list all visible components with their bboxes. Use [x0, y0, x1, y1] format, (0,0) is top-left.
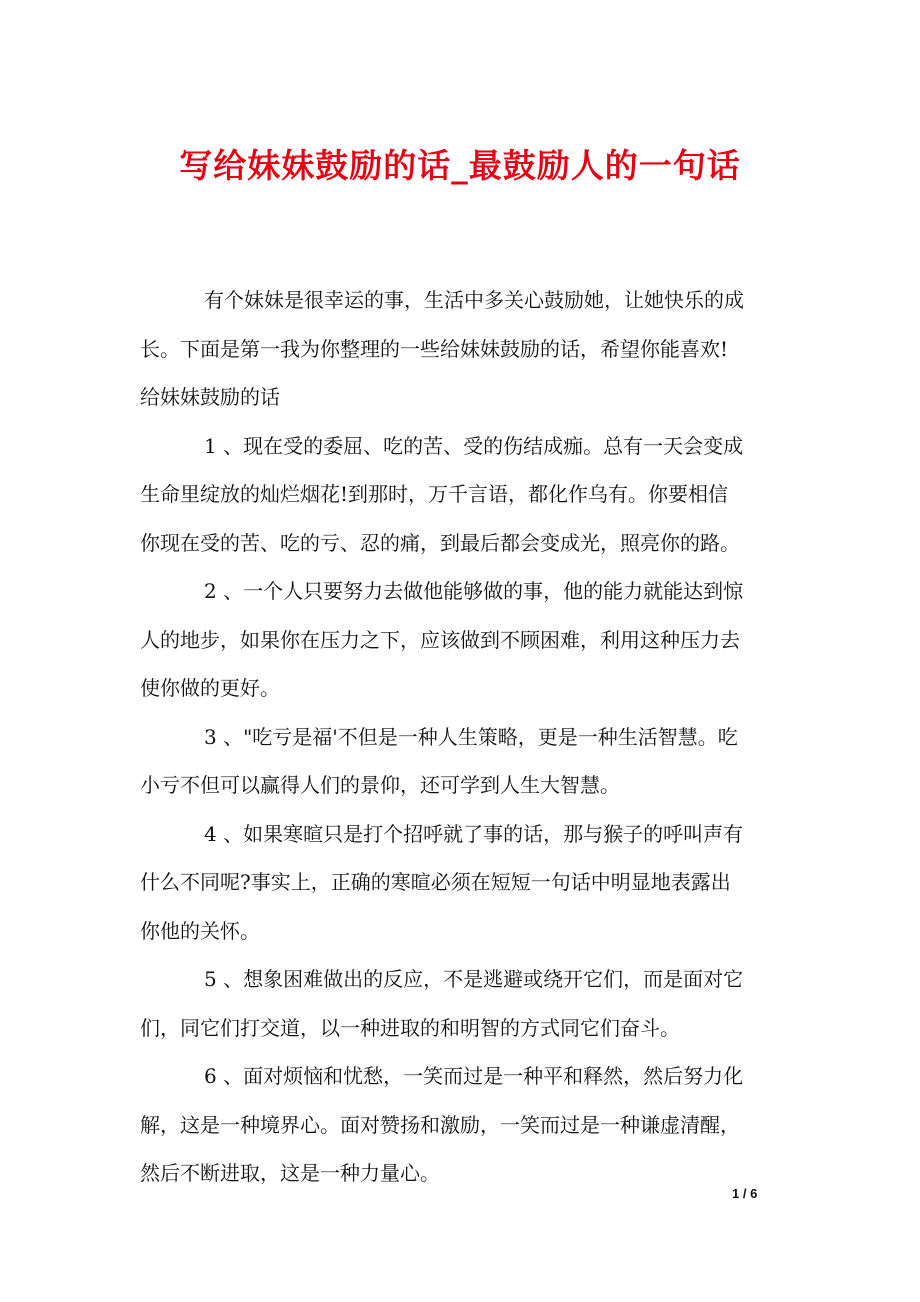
item-3-line-1: 3 、"吃亏是福'不但是一种人生策略，更是一种生活智慧。吃	[204, 724, 738, 749]
list-item-6	[140, 1052, 800, 1198]
list-item-4	[140, 810, 800, 956]
item-2-line-2: 人的地步，如果你在压力之下，应该做到不顾困难，利用这种压力去	[140, 627, 740, 652]
intro-line-2: 长。下面是第一我为你整理的一些给妹妹鼓励的话，希望你能喜欢!	[140, 336, 729, 361]
intro-line-1: 有个妹妹是很幸运的事，生活中多关心鼓励她，让她快乐的成	[204, 288, 744, 312]
item-3-line-2: 小亏不但可以赢得人们的景仰，还可学到人生大智慧。	[140, 773, 620, 797]
item-1-line-3: 你现在受的苦、吃的亏、忍的痛，到最后都会变成光，照亮你的路。	[140, 530, 740, 555]
item-2-line-3: 使你做的更好。	[140, 676, 280, 700]
item-4-line-1: 4 、如果寒暄只是打个招呼就了事的话，那与猴子的呼叫声有	[204, 821, 744, 846]
list-item-1	[140, 422, 800, 568]
item-1-line-2: 生命里绽放的灿烂烟花!到那时，万千言语，都化作乌有。你要相信	[140, 482, 729, 506]
list-item-5	[140, 955, 800, 1052]
item-1-line-1: 1 、现在受的委屈、吃的苦、受的伤结成痂。总有一天会变成	[204, 433, 744, 458]
section-heading: 给妹妹鼓励的话	[140, 385, 280, 409]
item-6-line-1: 6 、面对烦恼和忧愁，一笑而过是一种平和释然，然后努力化	[204, 1064, 744, 1088]
item-5-line-2: 们，同它们打交道，以一种进取的和明智的方式同它们奋斗。	[140, 1015, 680, 1040]
list-item-2	[140, 567, 800, 713]
item-6-line-3: 然后不断进取，这是一种力量心。	[140, 1161, 440, 1185]
page-number: 1 / 6	[732, 1186, 758, 1201]
item-6-line-2: 解，这是一种境界心。面对赞扬和激励，一笑而过是一种谦虚清醒，	[140, 1112, 740, 1137]
document-body	[140, 276, 800, 1198]
item-4-line-3: 你他的关怀。	[140, 918, 260, 943]
item-4-line-2: 什么不同呢?事实上，正确的寒暄必须在短短一句话中明显地表露出	[140, 870, 731, 894]
intro-paragraph	[140, 276, 800, 373]
list-item-3	[140, 713, 800, 810]
page-title: 写给妹妹鼓励的话_最鼓励人的一句话	[179, 146, 741, 185]
item-2-line-1: 2 、一个人只要努力去做他能够做的事，他的能力就能达到惊	[204, 579, 744, 603]
item-5-line-1: 5 、想象困难做出的反应，不是逃避或绕开它们，而是面对它	[204, 967, 744, 991]
